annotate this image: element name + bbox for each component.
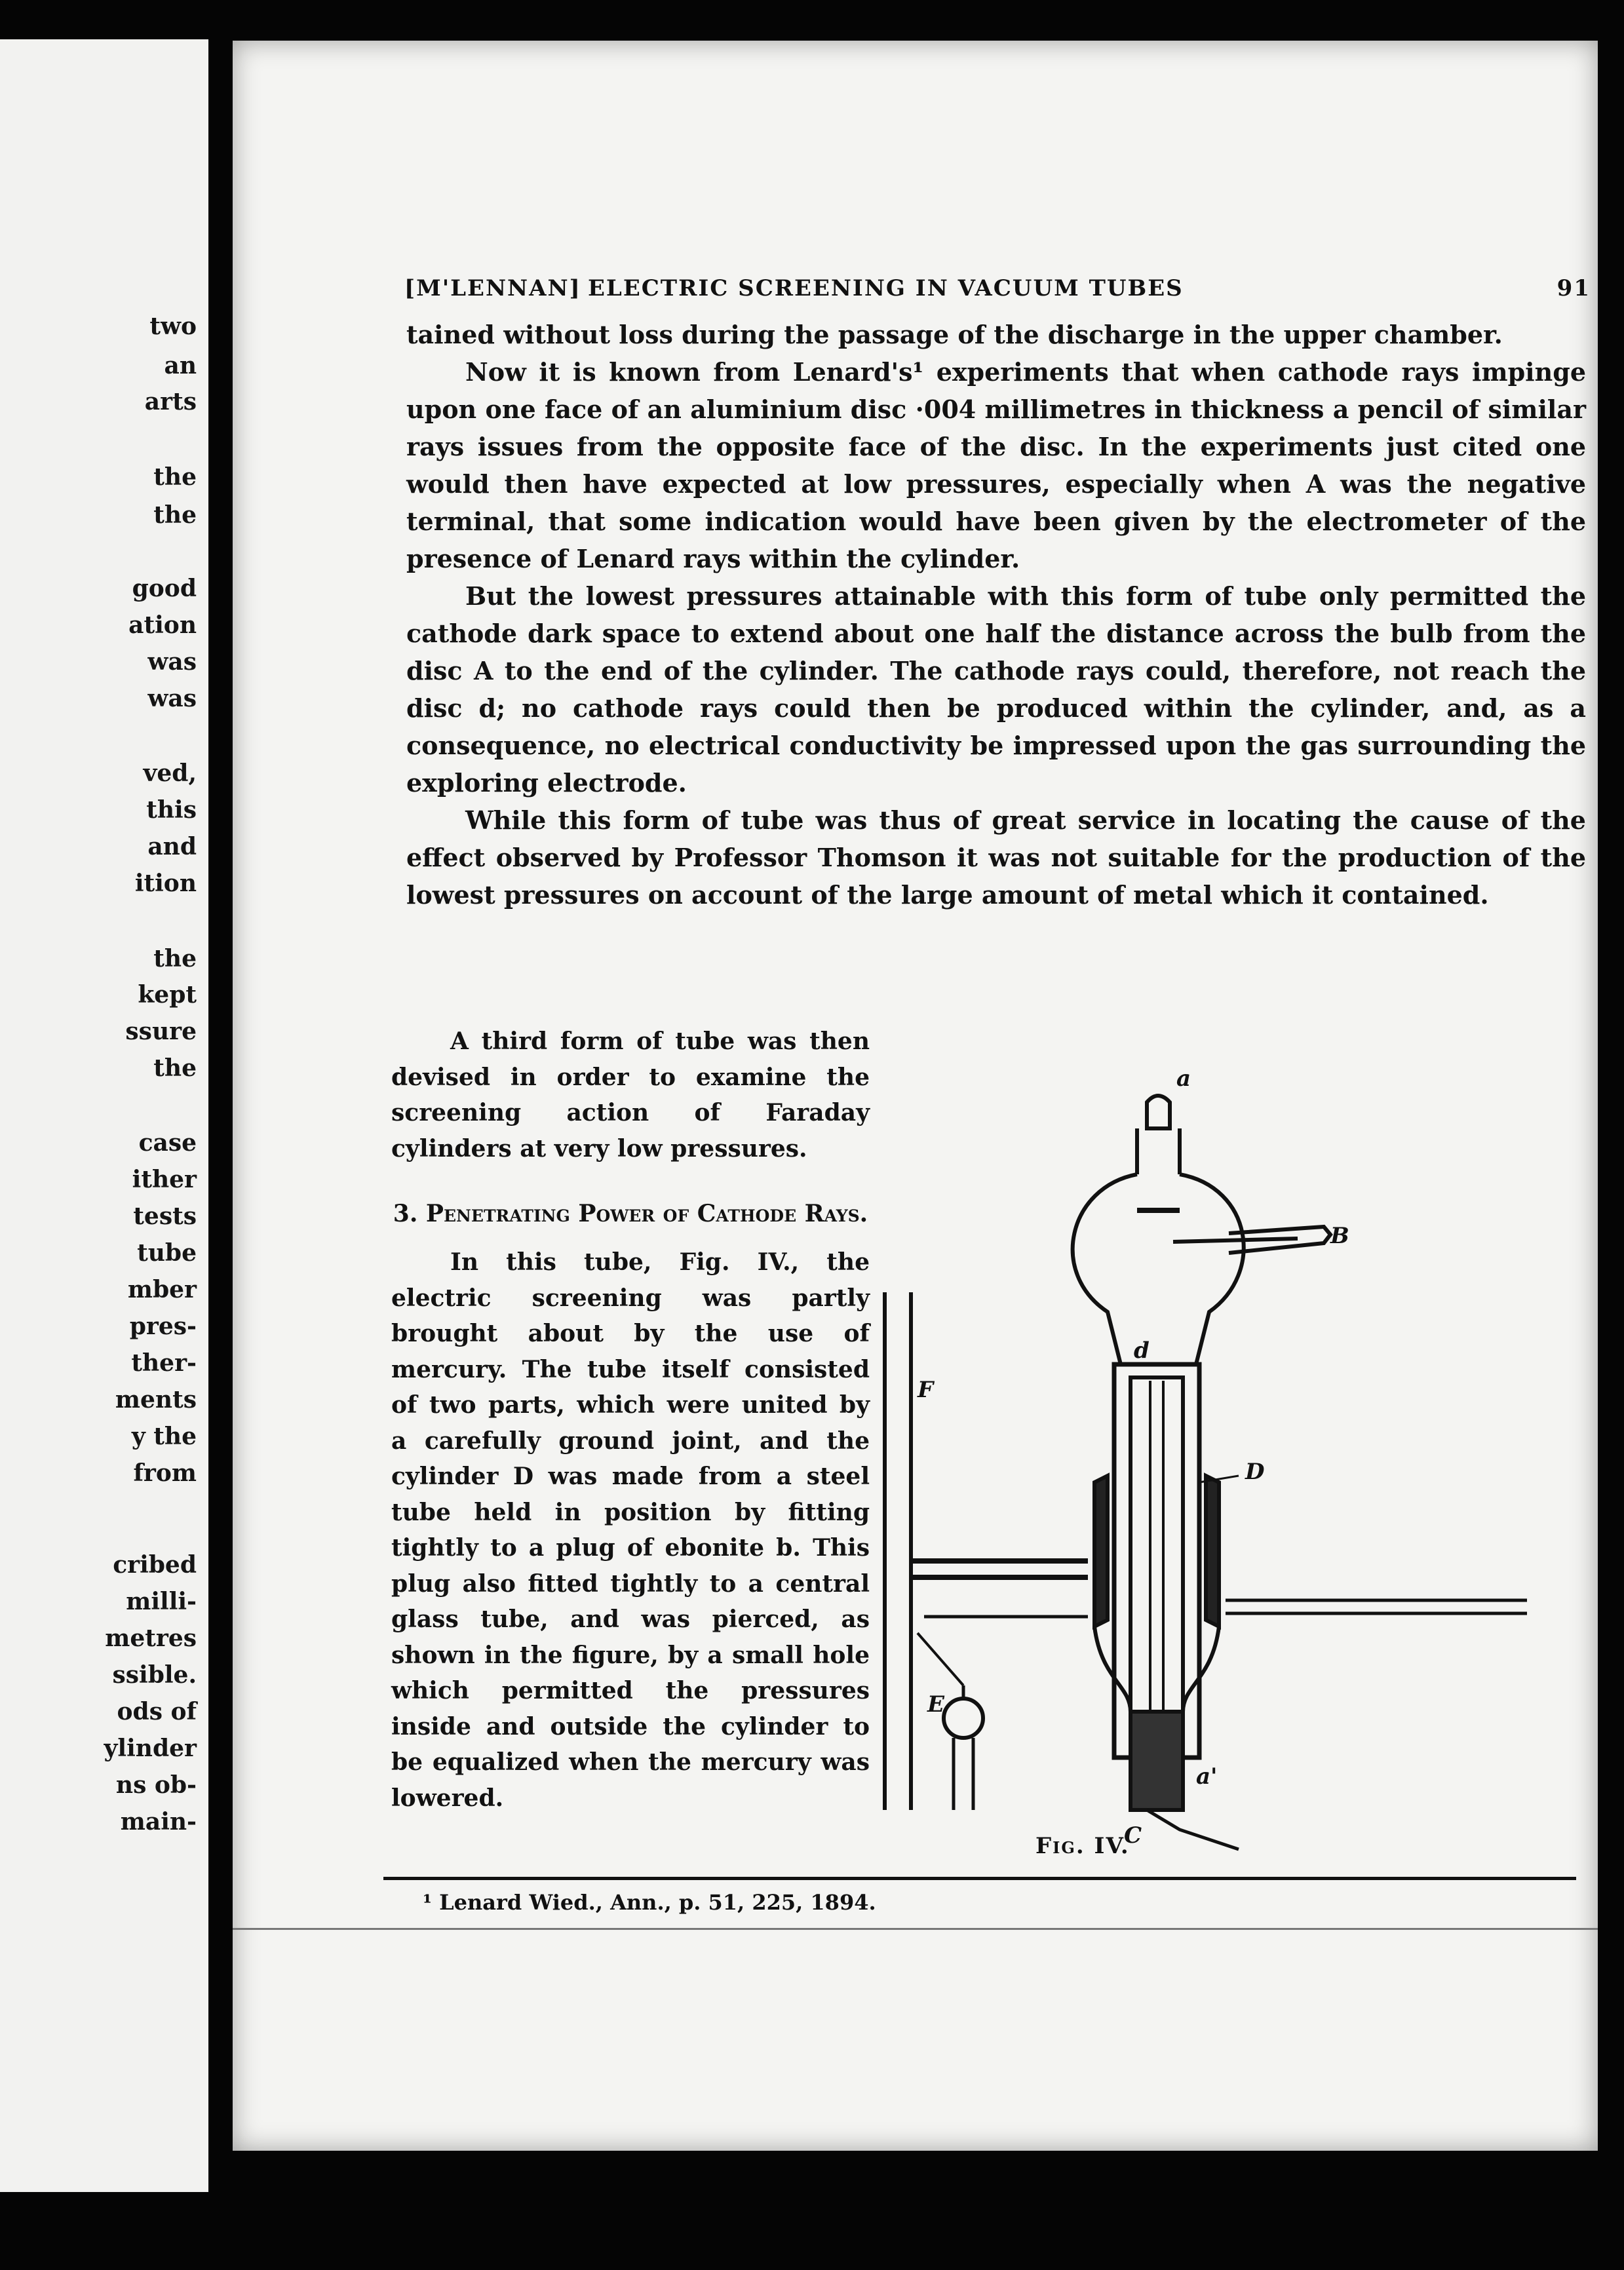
left-page-text-fragment: ssible.: [112, 1661, 197, 1689]
body-text-full-width: [406, 316, 1586, 914]
label-a-prime: a': [1196, 1763, 1218, 1790]
header-author: [M'LENNAN]: [404, 275, 581, 301]
document-page: [233, 41, 1598, 2151]
left-page-text-fragment: tube: [137, 1239, 197, 1267]
bulb: [1073, 1174, 1244, 1364]
left-page-text-fragment: the: [153, 463, 197, 491]
left-page-text-fragment: y the: [131, 1423, 197, 1450]
left-page-text-fragment: two: [149, 313, 197, 340]
left-page-text-fragment: was: [147, 685, 197, 712]
left-page-text-fragment: ylinder: [104, 1735, 197, 1762]
label-d-small: d: [1134, 1337, 1150, 1364]
left-page-text-fragment: good: [132, 575, 197, 602]
bulb-e: [944, 1699, 983, 1738]
running-header: [404, 275, 1591, 315]
paragraph: In this tube, Fig. IV., the electric screening was partly brought about by the use of mercury. The tube itself consisted of two parts, which were united by a carefully ground joint, and the cylinder D was made from a steel tube held in position by fitting tightly to a plug of ebonite b. This plug also fitted tightly to a central glass tube, and was pierced, as shown in the figure, by a small hole which permitted the pressures inside and outside the cylinder to be equalized when the mercury was lowered.: [391, 1248, 870, 1812]
label-f: F: [918, 1377, 934, 1403]
left-page-text-fragment: ved,: [143, 760, 197, 787]
header-title: ELECTRIC SCREENING IN VACUUM TUBES: [588, 275, 1184, 301]
paragraph: tained without loss during the passage of the discharge in the upper chamber.: [406, 320, 1503, 349]
left-page-text-fragment: milli-: [126, 1588, 197, 1615]
body-text-column: [391, 1024, 870, 1816]
left-page-text-fragment: from: [133, 1459, 197, 1487]
tube-f: [885, 1292, 911, 1810]
left-page-text-fragment: ther-: [131, 1349, 197, 1377]
figure-caption: Fig. IV.: [1035, 1833, 1130, 1859]
top-electrode: [1147, 1096, 1170, 1128]
left-page-text-fragment: ition: [134, 870, 197, 897]
left-page-text-fragment: arts: [144, 388, 197, 415]
left-page-text-fragment: kept: [138, 981, 197, 1009]
label-e: E: [927, 1691, 944, 1718]
left-page-text-fragment: the: [153, 1054, 197, 1082]
label-a: a: [1176, 1066, 1191, 1092]
left-page-text-fragment: and: [147, 833, 197, 860]
bottom-electrode: [1131, 1712, 1183, 1810]
left-page-text-fragment: the: [153, 945, 197, 972]
footnote: ¹ Lenard Wied., Ann., p. 51, 225, 1894.: [423, 1890, 876, 1915]
label-d: D: [1245, 1459, 1265, 1485]
bulb-neck: [1137, 1128, 1180, 1174]
left-page-text-fragment: was: [147, 648, 197, 676]
paragraph: A third form of tube was then devised in order to examine the screening action of Faraday cylinders at very low pressures.: [391, 1028, 870, 1163]
mercury-connection: [911, 1561, 1088, 1577]
paragraph: Now it is known from Lenard's¹ experiments that when cathode rays impinge upon one face of an aluminium disc ·004 millimetres in thickness a pencil of similar rays issues from the opposite face of the disc. In the experiments just cited one would then have expected at low pressures, especially when A was the negative terminal, that some indication would have been given by the electrometer of the presence of Lenard rays within the cylinder.: [406, 357, 1586, 573]
left-page-text-fragment: case: [138, 1129, 197, 1157]
left-page-text-fragment: ments: [115, 1386, 197, 1414]
left-page-text-fragment: ation: [128, 611, 197, 639]
left-page-text-fragment: cribed: [113, 1551, 197, 1579]
left-page-text-fragment: main-: [120, 1808, 197, 1836]
left-page-text-fragment: metres: [105, 1625, 197, 1652]
label-b: B: [1330, 1223, 1349, 1249]
left-page-text-fragment: pres-: [129, 1313, 197, 1340]
left-page-text-fragment: the: [153, 501, 197, 529]
section-heading: 3. Penetrating Power of Cathode Rays.: [393, 1200, 868, 1227]
paragraph: But the lowest pressures attainable with this form of tube only permitted the cathode dark space to extend about one half the distance across the bulb from the disc A to the end of the cylinder. The cathode rays could, therefore, not reach the disc d; no cathode rays could then be produced within the cylinder, and, as a consequence, no electrical conductivity be impressed upon the gas surrounding the exploring electrode.: [406, 581, 1586, 798]
figure-iv-apparatus: [872, 1056, 1598, 1862]
left-page-text-fragment: this: [146, 796, 197, 824]
left-page-text-fragment: ods of: [117, 1698, 197, 1725]
footnote-rule: [383, 1877, 1576, 1880]
left-page-text-fragment: ither: [132, 1166, 197, 1193]
page-crease-line: [233, 1928, 1598, 1930]
left-page-text-fragment: an: [164, 352, 197, 379]
left-page-text-fragment: ns ob-: [115, 1771, 197, 1799]
left-page-fragment: [0, 39, 208, 2192]
page-number: 91: [1556, 275, 1591, 301]
left-page-text-fragment: mber: [127, 1276, 197, 1303]
left-page-text-fragment: ssure: [125, 1018, 197, 1045]
paragraph: While this form of tube was thus of great service in locating the cause of the effect observed by Professor Thomson it was not suitable for the production of the lowest pressures on account of the large amount of metal which it contained.: [406, 805, 1586, 910]
left-page-text-fragment: tests: [133, 1202, 197, 1230]
label-c: C: [1124, 1822, 1142, 1849]
